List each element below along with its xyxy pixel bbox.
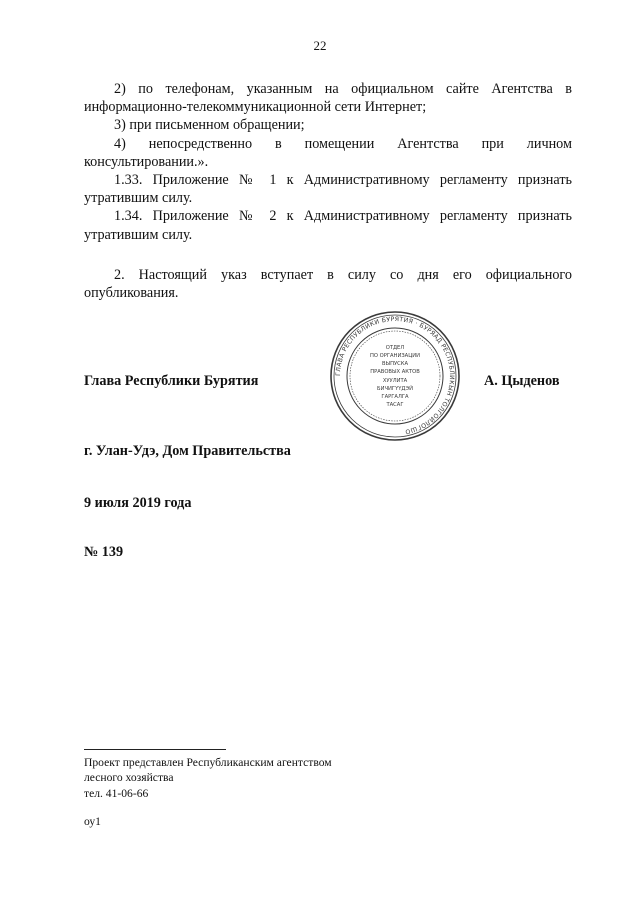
seal-line: ПО ОРГАНИЗАЦИИ (369, 353, 421, 359)
seal-line: ГАРГАЛГА (381, 394, 409, 400)
footnote-line: Проект представлен Республиканским агентством (84, 756, 332, 769)
signature-title: Глава Республики Бурятия (84, 373, 259, 389)
paragraph-1-34: 1.34. Приложение № 2 к Административному регламенту признать утратившим силу. (84, 208, 572, 243)
seal-line: ПРАВОВЫХ АКТОВ (370, 369, 420, 375)
decree-number: № 139 (84, 544, 124, 560)
footnote-line: лесного хозяйства (84, 771, 174, 785)
paragraph-item-3: 3) при письменном обращении; (114, 117, 305, 134)
paragraph-effective-date: 2. Настоящий указ вступает в силу со дня его официального опубликования. (84, 266, 572, 302)
footnote (84, 755, 332, 801)
document-code: оу1 (84, 815, 101, 828)
seal-ring-text: ГЛАВА РЕСПУБЛИКИ БУРЯТИЯ · БУРЯАД РЕСПУБЛИКЫН ТОЛГОЙЛОГШО (334, 315, 456, 436)
seal-line: ХУУЛИТА (382, 378, 408, 384)
seal-line: ТАСАГ (386, 402, 404, 408)
body-text (84, 80, 572, 302)
page-number: 22 (313, 38, 327, 53)
paragraph-1-33: 1.33. Приложение № 1 к Административному регламенту признать утратившим силу. (84, 172, 572, 207)
paragraph-item-4: 4) непосредственно в помещении Агентства при личном консультировании.». (84, 135, 572, 170)
official-seal (328, 309, 462, 443)
svg-text:ГЛАВА РЕСПУБЛИКИ БУРЯТИЯ · БУР (335, 316, 455, 435)
seal-line: ОТДЕЛ (385, 345, 405, 351)
paragraph-item-2: 2) по телефонам, указанным на официальном сайте Агентства в информационно-телекоммуникационной сети Интернет; (84, 81, 572, 116)
signing-date: 9 июля 2019 года (84, 495, 192, 511)
signature-name: А. Цыденов (484, 373, 560, 389)
signing-place: г. Улан-Удэ, Дом Правительства (84, 443, 291, 459)
seal-line: БИЧИГҮҮДЭЙ (377, 386, 413, 392)
footnote-line: тел. 41-06-66 (84, 786, 149, 800)
footnote-divider (84, 749, 226, 750)
seal-line: ВЫПУСКА (381, 361, 409, 367)
